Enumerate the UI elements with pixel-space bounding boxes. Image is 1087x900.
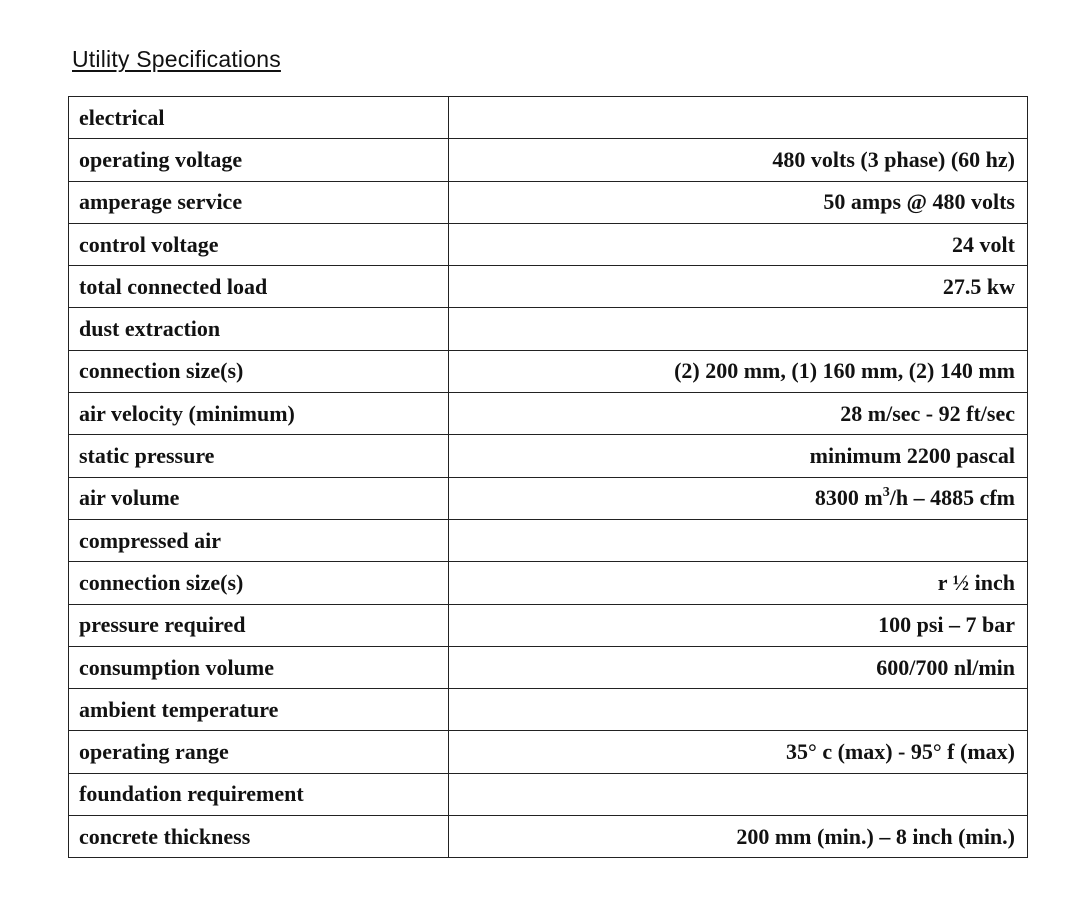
row-label: operating voltage	[69, 139, 449, 181]
utility-spec-table	[68, 96, 1028, 858]
table-row	[69, 604, 1028, 646]
row-label: amperage service	[69, 181, 449, 223]
value-part: /h – 4885 cfm	[889, 485, 1015, 511]
table-row	[69, 350, 1028, 392]
table-row	[69, 562, 1028, 604]
row-label: dust extraction	[69, 308, 449, 350]
table-row	[69, 477, 1028, 519]
row-label: connection size(s)	[69, 562, 449, 604]
table-row	[69, 393, 1028, 435]
table-row	[69, 646, 1028, 688]
row-value: 200 mm (min.) – 8 inch (min.)	[449, 816, 1028, 858]
row-value: 50 amps @ 480 volts	[449, 181, 1028, 223]
row-value: (2) 200 mm, (1) 160 mm, (2) 140 mm	[449, 350, 1028, 392]
table-row-electrical	[69, 97, 1028, 139]
row-label: ambient temperature	[69, 689, 449, 731]
table-row-foundation-requirement	[69, 773, 1028, 815]
row-value: 28 m/sec - 92 ft/sec	[449, 393, 1028, 435]
row-label: concrete thickness	[69, 816, 449, 858]
table-row	[69, 139, 1028, 181]
row-value	[449, 477, 1028, 519]
row-value	[449, 97, 1028, 139]
row-label: consumption volume	[69, 646, 449, 688]
row-label: electrical	[69, 97, 449, 139]
table-row-compressed-air	[69, 519, 1028, 561]
table-row	[69, 731, 1028, 773]
row-label: compressed air	[69, 519, 449, 561]
table-row	[69, 266, 1028, 308]
row-label: air velocity (minimum)	[69, 393, 449, 435]
row-value	[449, 689, 1028, 731]
table-row	[69, 223, 1028, 265]
table-row-ambient-temperature	[69, 689, 1028, 731]
row-value: 100 psi – 7 bar	[449, 604, 1028, 646]
superscript: 3	[882, 485, 890, 501]
row-label: control voltage	[69, 223, 449, 265]
row-value: r ½ inch	[449, 562, 1028, 604]
row-value: 35° c (max) - 95° f (max)	[449, 731, 1028, 773]
row-value	[449, 519, 1028, 561]
row-label: total connected load	[69, 266, 449, 308]
row-value: minimum 2200 pascal	[449, 435, 1028, 477]
row-value: 24 volt	[449, 223, 1028, 265]
table-row	[69, 816, 1028, 858]
row-label: air volume	[69, 477, 449, 519]
row-value: 600/700 nl/min	[449, 646, 1028, 688]
row-value	[449, 308, 1028, 350]
row-value: 27.5 kw	[449, 266, 1028, 308]
row-label: static pressure	[69, 435, 449, 477]
row-label: connection size(s)	[69, 350, 449, 392]
table-row	[69, 435, 1028, 477]
value-part: 8300 m	[814, 485, 883, 511]
table-row	[69, 181, 1028, 223]
row-label: operating range	[69, 731, 449, 773]
page-title: Utility Specifications	[72, 46, 281, 72]
row-value	[449, 773, 1028, 815]
row-label: foundation requirement	[69, 773, 449, 815]
row-value: 480 volts (3 phase) (60 hz)	[449, 139, 1028, 181]
table-row-dust-extraction	[69, 308, 1028, 350]
row-label: pressure required	[69, 604, 449, 646]
